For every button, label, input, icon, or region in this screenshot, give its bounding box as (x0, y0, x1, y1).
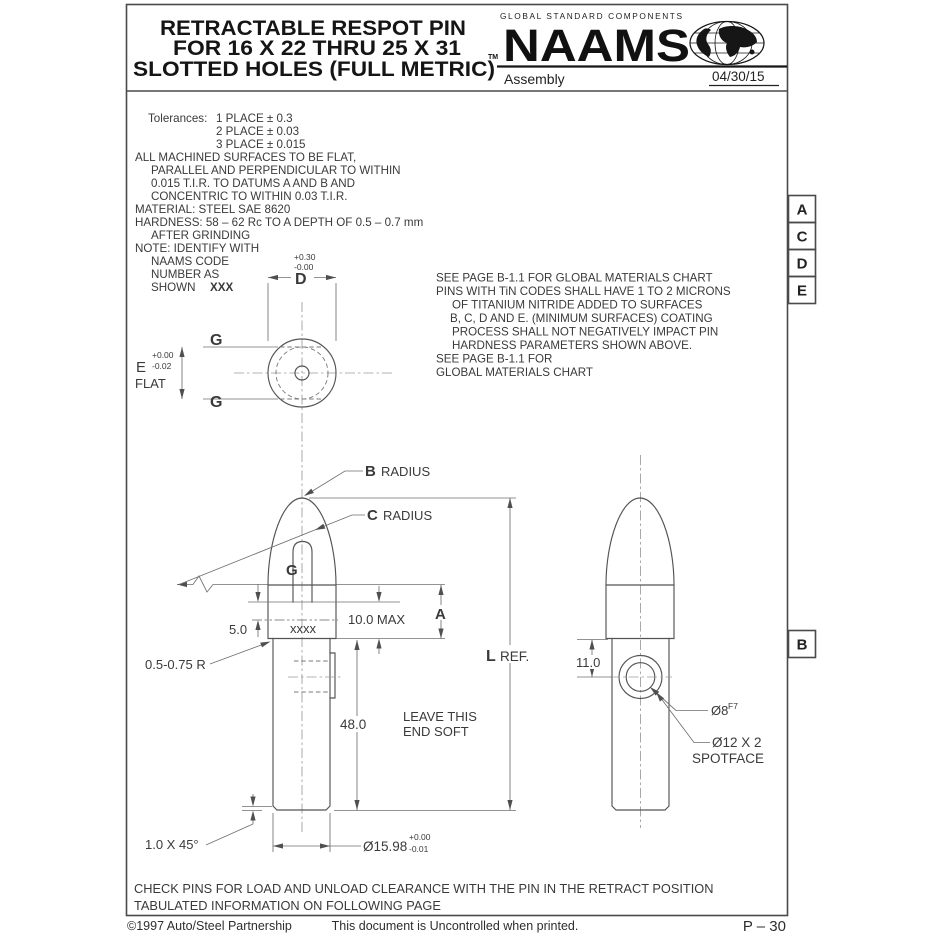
trademark-symbol: TM (488, 54, 499, 61)
shank-tol-minus: -0.01 (409, 844, 429, 854)
note-hardness: HARDNESS: 58 – 62 Rc TO A DEPTH OF 0.5 – 0.7 mm (135, 216, 424, 229)
dim-e-tol-minus: -0.02 (152, 361, 172, 371)
globe-icon (690, 22, 764, 65)
dim-5: 5.0 (229, 622, 248, 637)
materials-note-line: PROCESS SHALL NOT NEGATIVELY IMPACT PIN (452, 325, 719, 339)
drawing-title-line2: FOR 16 X 22 THRU 25 X 31 (173, 37, 462, 60)
side-view (574, 455, 764, 828)
materials-note-line: PINS WITH TiN CODES SHALL HAVE 1 TO 2 MICRONS (436, 285, 731, 298)
note-line: NAAMS CODE (151, 255, 229, 268)
dim-e-tol-plus: +0.00 (152, 350, 174, 360)
datum-box-b: B (796, 636, 808, 654)
dim-e-flat: FLAT (135, 376, 166, 391)
dim-l-letter: L (486, 648, 496, 665)
drawing-title-line3: SLOTTED HOLES (FULL METRIC) (133, 58, 495, 81)
note-shown-label: SHOWN (151, 281, 196, 294)
dim-10-max: 10.0 MAX (348, 612, 406, 627)
bottom-notes (134, 881, 714, 913)
shank-tol-plus: +0.00 (409, 832, 431, 842)
copyright-text: ©1997 Auto/Steel Partnership (127, 919, 292, 933)
note-line: CONCENTRIC TO WITHIN 0.03 T.I.R. (151, 190, 348, 203)
tolerances-label: Tolerances: (148, 112, 208, 125)
materials-note-line: GLOBAL MATERIALS CHART (436, 366, 593, 379)
front-view (145, 452, 535, 854)
materials-note-line: B, C, D AND E. (MINIMUM SURFACES) COATING (450, 312, 713, 325)
dim-11: 11.0 (576, 655, 601, 670)
note-shown-value: XXX (210, 281, 234, 294)
note-line: 0.015 T.I.R. TO DATUMS A AND B AND (151, 177, 356, 190)
drawing-title-line1: RETRACTABLE RESPOT PIN (160, 17, 466, 40)
dim-a-letter: A (435, 606, 446, 623)
dim-l-word: REF. (500, 649, 530, 664)
materials-note-line: HARDNESS PARAMETERS SHOWN ABOVE. (452, 339, 693, 352)
materials-notes (436, 272, 731, 380)
dim-e-letter: E (136, 359, 147, 376)
hole-diameter: Ø8 (711, 703, 729, 718)
note-line: AFTER GRINDING (151, 229, 251, 242)
page-number: P – 30 (742, 918, 786, 935)
revision-date: 04/30/15 (712, 69, 765, 84)
datum-boxes (789, 196, 816, 658)
dim-d-letter: D (295, 271, 307, 288)
shank-diameter: Ø15.98 (363, 839, 408, 854)
brand-logo-text: NAAMS (503, 20, 690, 71)
note-line: NUMBER AS (151, 268, 220, 281)
title-block (133, 11, 787, 87)
dim-g-slot: G (286, 562, 298, 579)
tabulated-note: TABULATED INFORMATION ON FOLLOWING PAGE (134, 898, 441, 913)
note-material: MATERIAL: STEEL SAE 8620 (135, 203, 291, 216)
leave-soft-note-line1: LEAVE THIS (403, 709, 477, 724)
dim-d-tol-plus: +0.30 (294, 252, 316, 262)
tolerance-1place: 1 PLACE ± 0.3 (216, 112, 293, 125)
materials-note-line: SEE PAGE B-1.1 FOR GLOBAL MATERIALS CHART (436, 271, 713, 285)
corner-radius-callout: 0.5-0.75 R (145, 657, 206, 672)
dim-d-tol-minus: -0.00 (294, 262, 314, 272)
footer (127, 918, 786, 935)
hole-fit-class: F7 (728, 701, 738, 711)
uncontrolled-notice: This document is Uncontrolled when printed. (331, 919, 579, 933)
spotface-word: SPOTFACE (692, 751, 765, 766)
datum-box-d: D (796, 255, 808, 273)
c-radius-letter: C (367, 507, 378, 524)
sheet-subtitle: Assembly (504, 71, 565, 87)
general-notes (135, 112, 423, 294)
dim-g-top: G (210, 332, 223, 349)
materials-note-line: OF TITANIUM NITRIDE ADDED TO SURFACES (452, 298, 703, 312)
tolerance-2place: 2 PLACE ± 0.03 (216, 125, 300, 138)
datum-box-a: A (796, 201, 808, 219)
datum-box-e: E (796, 282, 808, 300)
brand-tagline: GLOBAL STANDARD COMPONENTS (500, 11, 684, 21)
dim-g-bottom: G (210, 394, 223, 411)
note-identify: NOTE: IDENTIFY WITH (135, 242, 260, 255)
datum-box-c: C (796, 228, 808, 246)
check-pins-note: CHECK PINS FOR LOAD AND UNLOAD CLEARANCE WITH THE PIN IN THE RETRACT POSITION (134, 881, 714, 896)
b-radius-word: RADIUS (381, 464, 431, 479)
chamfer-callout: 1.0 X 45° (145, 837, 199, 852)
leave-soft-note-line2: END SOFT (403, 724, 469, 739)
spotface-diameter: Ø12 X 2 (712, 735, 762, 750)
b-radius-letter: B (365, 463, 376, 480)
dim-48: 48.0 (340, 717, 367, 732)
note-line: ALL MACHINED SURFACES TO BE FLAT, (135, 151, 357, 164)
marking-band-text: xxxx (290, 621, 316, 636)
tolerance-3place: 3 PLACE ± 0.015 (216, 138, 306, 151)
note-line: PARALLEL AND PERPENDICULAR TO WITHIN (151, 164, 401, 177)
materials-note-line: SEE PAGE B-1.1 FOR (436, 352, 553, 366)
c-radius-word: RADIUS (383, 508, 433, 523)
